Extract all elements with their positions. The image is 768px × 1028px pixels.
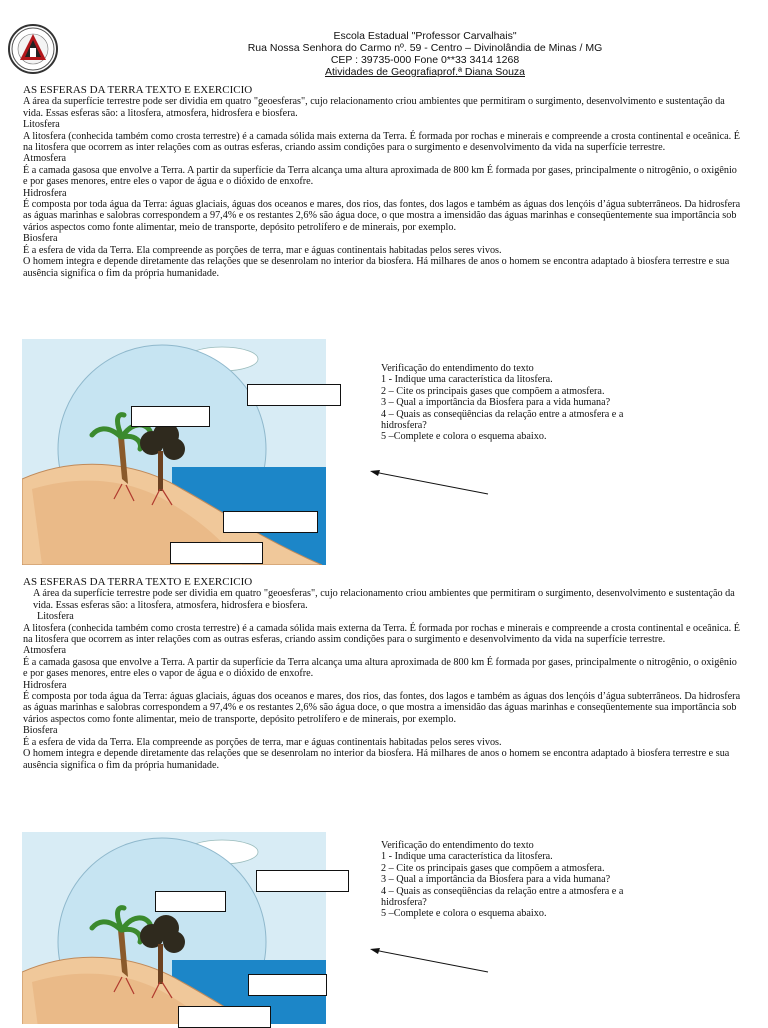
school-name: Escola Estadual "Professor Carvalhais" <box>333 30 517 42</box>
atmosfera-paragraph: É a camada gasosa que envolve a Terra. A partir da superfície da Terra alcança uma altura aproximada de 800 km É formada por gases, principalmente o nitrogênio, o oxigênio e por gases menores, entre eles o vapor de água e o dióxido de enxofre. <box>23 164 737 188</box>
hidrosfera-heading: Hidrosfera <box>23 679 67 691</box>
school-contact: CEP : 39735-000 Fone 0**33 3414 1268 <box>330 54 520 66</box>
label-box-7[interactable] <box>248 974 327 996</box>
litosfera-heading: Litosfera <box>23 119 60 131</box>
quiz-question-4: 4 – Quais as conseqüências da relação entre a atmosfera e a hidrosfera? <box>381 885 624 909</box>
atmosfera-paragraph: É a camada gasosa que envolve a Terra. A partir da superfície da Terra alcança uma altura aproximada de 800 km É formada por gases, principalmente o nitrogênio, o oxigênio e por gases menores, entre eles o vapor de água e o dióxido de enxofre. <box>23 656 737 680</box>
label-box-1[interactable] <box>131 406 210 427</box>
quiz-question-4: 4 – Quais as conseqüências da relação entre a atmosfera e a hidrosfera? <box>381 408 624 432</box>
hidrosfera-paragraph: É composta por toda água da Terra: águas glaciais, águas dos oceanos e mares, dos rios, das fontes, dos lagos e também as águas dos lençóis d’água subterrâneos. Da hidrosfera as águas marinhas e salobras correspondem a 97,4% e os restantes 2,6% são água doce, o que mostra a imensidão das águas marinhas e conseqüentemente sua importância sob vários aspectos como fonte alimentar, meio de transporte, depósito petrolífero e de minerais, por exemplo. <box>23 691 741 725</box>
section-title: AS ESFERAS DA TERRA TEXTO E EXERCICIO <box>23 576 253 588</box>
quiz-question-1: 1 - Indique uma característica da litosfera. <box>381 374 553 386</box>
quiz-question-2: 2 – Cite os principais gases que compõem a atmosfera. <box>381 862 605 874</box>
biosfera-paragraph-2: O homem integra e depende diretamente das relações que se desenrolam no interior da biosfera. Há milhares de anos o homem se encontra adaptado à biosfera terrestre e sua ausência significa o fim da própria humanidade. <box>23 256 730 279</box>
label-box-5[interactable] <box>155 891 226 912</box>
label-box-2[interactable] <box>247 384 341 406</box>
school-address: Rua Nossa Senhora do Carmo nº. 59 - Centro – Divinolândia de Minas / MG <box>247 42 603 54</box>
hidrosfera-heading: Hidrosfera <box>23 187 67 199</box>
quiz-section-2 <box>381 840 661 920</box>
biosfera-heading: Biosfera <box>23 233 58 245</box>
quiz-question-1: 1 - Indique uma característica da litosfera. <box>381 851 553 863</box>
text-section-2 <box>23 577 743 771</box>
quiz-section-1 <box>381 363 661 443</box>
litosfera-paragraph: A litosfera (conhecida também como crosta terrestre) é a camada sólida mais externa da Terra. É formada por rochas e minerais e compreende a crosta continental e oceânica. É na litosfera que ocorrem as inter relações com as outras esferas, criando assim condições para o surgimento e desenvolvimento da vida na superfície terrestre. <box>23 622 740 646</box>
biosfera-paragraph-2: O homem integra e depende diretamente das relações que se desenrolam no interior da biosfera. Há milhares de anos o homem se encontra adaptado à biosfera terrestre e sua ausência significa o fim da própria humanidade. <box>23 748 730 771</box>
biosfera-heading: Biosfera <box>23 725 58 737</box>
quiz-question-3: 3 – Qual a importância da Biosfera para a vida humana? <box>381 397 611 409</box>
quiz-question-2: 2 – Cite os principais gases que compõem a atmosfera. <box>381 385 605 397</box>
quiz-question-5: 5 –Complete e colora o esquema abaixo. <box>381 431 547 443</box>
intro-paragraph: A área da superfície terrestre pode ser dividia em quatro "geoesferas", cujo relacionamento criou ambientes que permitiram o surgimento, desenvolvimento e sustentação da vida. Essas esferas são: a litosfera, atmosfera, hidrosfera e biosfera. <box>23 96 725 119</box>
intro-paragraph: A área da superfície terrestre pode ser dividia em quatro "geoesferas", cujo relacionamento criou ambientes que permitiram o surgimento, desenvolvimento e sustentação da vida. Essas esferas são: a litosfera, atmosfera, hidrosfera e biosfera. <box>33 588 735 611</box>
atmosfera-heading: Atmosfera <box>23 153 66 165</box>
litosfera-heading: Litosfera <box>37 611 74 623</box>
arrow-icon <box>368 946 492 976</box>
biosfera-paragraph: É a esfera de vida da Terra. Ela compreende as porções de terra, mar e águas continentais habitadas pelos seres vivos. <box>23 244 502 256</box>
section-title: AS ESFERAS DA TERRA TEXTO E EXERCICIO <box>23 84 253 96</box>
label-box-3[interactable] <box>223 511 318 533</box>
school-logo <box>8 24 58 74</box>
biosfera-paragraph: É a esfera de vida da Terra. Ela compreende as porções de terra, mar e águas continentais habitadas pelos seres vivos. <box>23 736 502 748</box>
atmosfera-heading: Atmosfera <box>23 645 66 657</box>
label-box-8[interactable] <box>178 1006 271 1028</box>
document-header <box>0 0 768 86</box>
quiz-heading: Verificação do entendimento do texto <box>381 840 534 851</box>
school-info <box>130 30 720 78</box>
quiz-heading: Verificação do entendimento do texto <box>381 363 534 374</box>
label-box-6[interactable] <box>256 870 349 892</box>
quiz-question-3: 3 – Qual a importância da Biosfera para a vida humana? <box>381 874 611 886</box>
arrow-icon <box>368 468 492 498</box>
quiz-question-5: 5 –Complete e colora o esquema abaixo. <box>381 908 547 920</box>
activity-line: Atividades de Geografiaprof.ª Diana Souza <box>324 66 525 78</box>
litosfera-paragraph: A litosfera (conhecida também como crosta terrestre) é a camada sólida mais externa da Terra. É formada por rochas e minerais e compreende a crosta continental e oceânica. É na litosfera que ocorrem as inter relações com as outras esferas, criando assim condições para o surgimento e desenvolvimento da vida na superfície terrestre. <box>23 130 740 154</box>
hidrosfera-paragraph: É composta por toda água da Terra: águas glaciais, águas dos oceanos e mares, dos rios, das fontes, dos lagos e também as águas dos lençóis d’água subterrâneos. Da hidrosfera as águas marinhas e salobras correspondem a 97,4% e os restantes 2,6% são água doce, o que mostra a imensidão das águas marinhas e conseqüentemente sua importância sob vários aspectos como fonte alimentar, meio de transporte, depósito petrolífero e de minerais, por exemplo. <box>23 199 741 233</box>
label-box-4[interactable] <box>170 542 263 564</box>
text-section-1 <box>23 85 743 279</box>
